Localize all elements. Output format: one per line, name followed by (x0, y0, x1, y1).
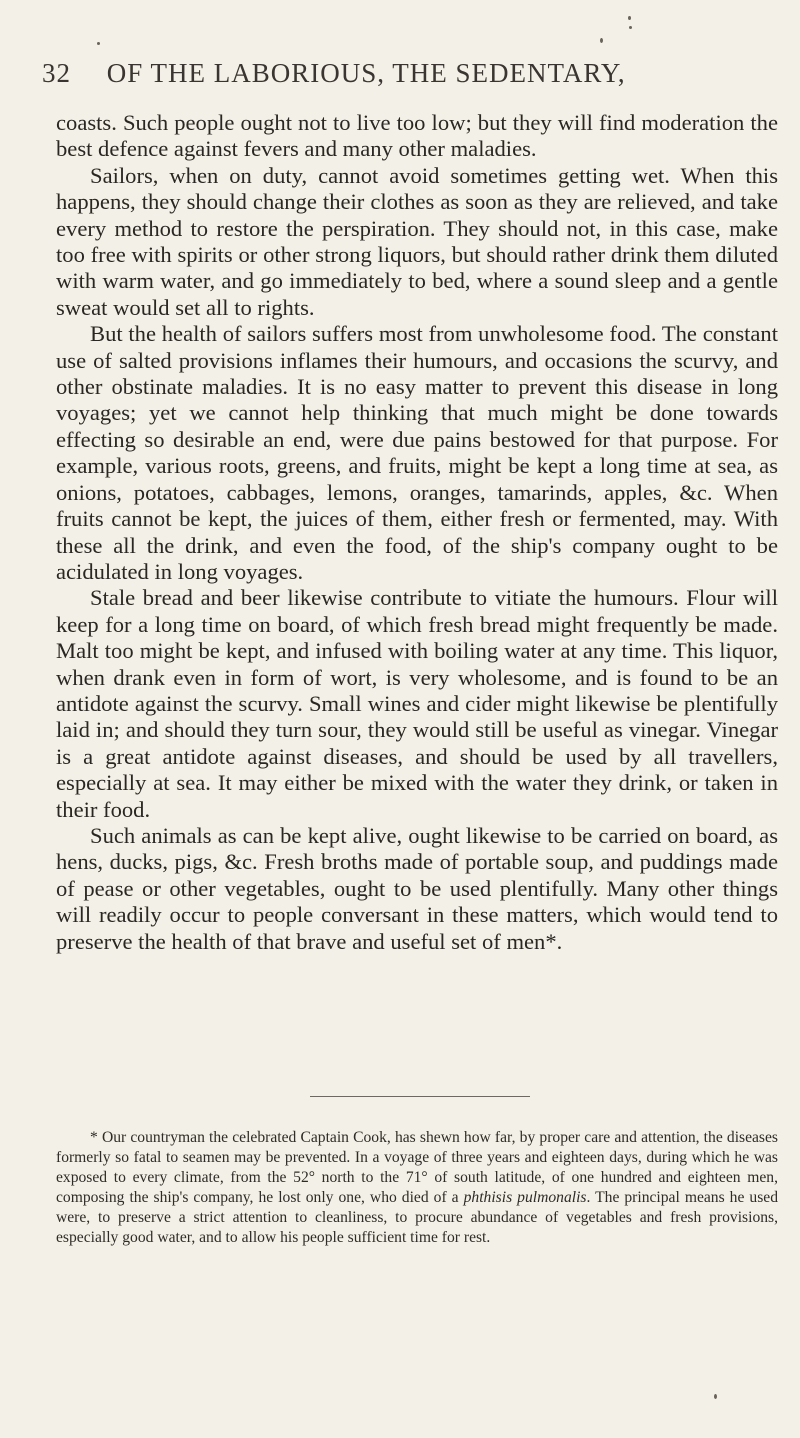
footnote-text-after: . The principal means he used were, to preserve a strict attention to cleanliness, to procure abundance of vegetables and fresh provisions, especially good water, and to allow his people sufficient time for rest. (56, 1189, 778, 1246)
paragraph: Sailors, when on duty, cannot avoid sometimes getting wet. When this happens, they should change their clothes as soon as they are relieved, and take every method to restore the perspiration. They should not, in this case, make too free with spirits or other strong liquors, but should rather drink them diluted with warm water, and go immediately to bed, where a sound sleep and a gentle sweat would set all to rights. (56, 162, 778, 320)
footnote-marker: * (90, 1129, 98, 1146)
page-number: 32 (42, 58, 71, 88)
ink-speck (714, 1394, 717, 1399)
footnote-text-before: Our countryman the celebrated Captain Cook, has shewn how far, by proper care and attention, the diseases formerly so fatal to seamen may be prevented. In a voyage of three years and eighteen days, during which he was exposed to every climate, from the 52° north to the 71° of south latitude, of one hundred and eighteen men, composing the ship's company, he lost only one, who died of a (56, 1129, 778, 1206)
ink-speck (600, 38, 603, 43)
paragraph: Such animals as can be kept alive, ought likewise to be carried on board, as hens, ducks, pigs, &c. Fresh broths made of portable soup, and puddings made of pease or other vegetables, ought to be used plentifully. Many other things will readily occur to people conversant in these matters, which would tend to preserve the health of that brave and useful set of men*. (56, 822, 778, 954)
footnote-divider (310, 1096, 530, 1097)
running-title: OF THE LABORIOUS, THE SEDENTARY, (106, 58, 626, 88)
footnote-paragraph (56, 1128, 778, 1248)
paragraph: Stale bread and beer likewise contribute to vitiate the humours. Flour will keep for a long time on board, of which fresh bread might frequently be made. Malt too might be kept, and infused with boiling water at any time. This liquor, when drank even in form of wort, is very wholesome, and is found to be an antidote against the scurvy. Small wines and cider might likewise be plentifully laid in; and should they turn sour, they would still be useful as vinegar. Vinegar is a great antidote against diseases, and should be used by all travellers, especially at sea. It may either be mixed with the water they drink, or taken in their food. (56, 585, 778, 822)
paragraph: But the health of sailors suffers most from unwholesome food. The constant use of salted provisions inflames their humours, and occasions the scurvy, and other obstinate maladies. It is no easy matter to prevent this disease in long voyages; yet we cannot help thinking that much might be done towards effecting so desirable an end, were due pains bestowed for that purpose. For example, various roots, greens, and fruits, might be kept a long time at sea, as onions, potatoes, cabbages, lemons, oranges, tamarinds, apples, &c. When fruits cannot be kept, the juices of them, either fresh or fermented, may. With these all the drink, and even the food, of the ship's company ought to be acidulated in long voyages. (56, 321, 778, 584)
ink-speck (629, 26, 632, 29)
paragraph: coasts. Such people ought not to live too low; but they will find moderation the best defence against fevers and many other maladies. (56, 110, 778, 162)
main-text (56, 110, 778, 955)
ink-speck (97, 42, 100, 45)
footnote (56, 1128, 778, 1248)
running-header (42, 58, 760, 98)
ink-speck (628, 16, 631, 20)
footnote-italic-term: phthisis pulmonalis (463, 1189, 587, 1206)
